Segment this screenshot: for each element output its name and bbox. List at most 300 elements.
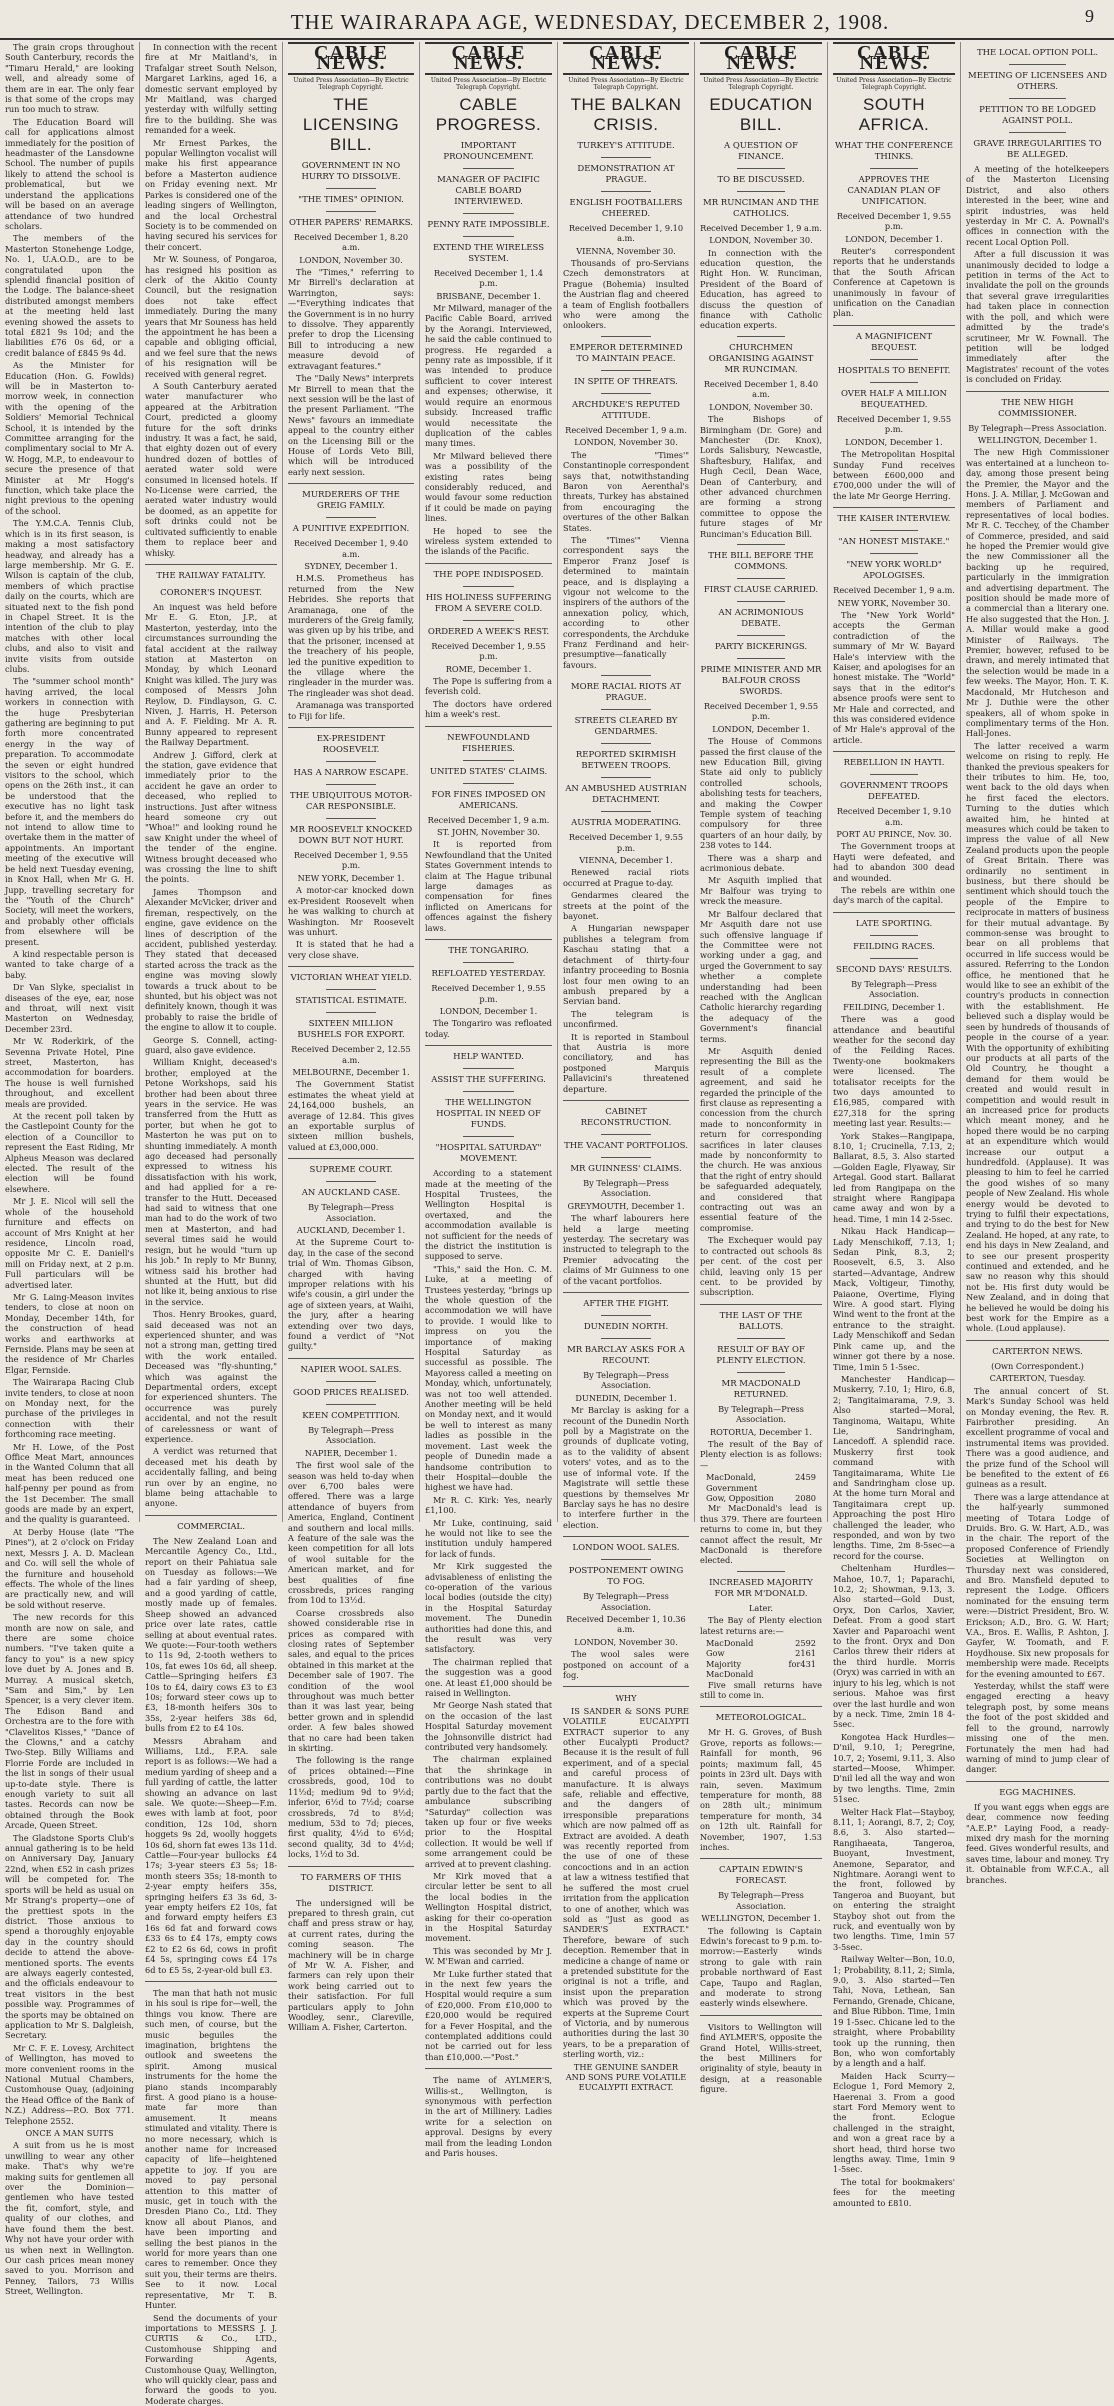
divider [463,1091,514,1092]
paragraph: Mr Luke further stated that in the next few years the Hospital would require a sum of £20,000. From £10,000 to £20,000 would be required for a Fever Hospital, and the contemplated additions could not be carried out for less than £10,000.—"Post." [425,1969,552,2063]
subheading: NAPIER WOOL SALES. [288,1365,414,1376]
divider [870,958,919,959]
subheading: METEOROLOGICAL. [700,1713,822,1724]
cable-news-banner: CABLE NEWS. [425,42,552,75]
subheading: MORE RACIAL RIOTS AT PRAGUE. [563,682,689,704]
subheading: CHURCHMEN ORGANISING AGAINST MR RUNCIMAN. [700,343,822,376]
subheading: VICTORIAN WHEAT YIELD. [288,973,414,984]
subheading: TO BE DISCUSSED. [700,175,822,186]
divider [601,709,651,710]
paragraph: At the Supreme Court to-day, in the case of the second trial of Wm. Thomas Gibson, charged with having improper relations with his wife's cousin, a girl under the age of sixteen years, at Waihi, the jury, after a hearing extending over two days, found a verdict of "Not guilty." [288,1237,414,1351]
paragraph: An inquest was held before Mr E. G. Eton, J.P., at Masterton, yesterday, into the circumstances surrounding the fatal accident at the railway station at Masterton on Monday, by which Leonard Knight was killed. The jury was composed of Messrs John Reylow, D. Findlayson, G. C. Niven, J. Harris, H. Peterson and A. F. Fielding. Mr A. R. Bunny appeared to represent the Railway Department. [145,602,277,748]
dateline: CARTERTON, Tuesday. [966,1373,1109,1383]
subheading: IMPORTANT PRONOUNCEMENT. [425,141,552,163]
divider [966,1340,1109,1341]
paragraph: Mr George Nash stated that on the occasion of the last Hospital Saturday movement the Johnsonville district had contributed very handsomely. [425,1700,552,1752]
divider [601,393,651,394]
paragraph: H.M.S. Prometheus has returned from the New Hebrides. She reports that Aramanaga, one of the murderers of the Greig family, was given up by his tribe, and that the prisoner, incensed at the treachery of his people, led the punitive expedition to the village where the ringleader in the murder was. The ringleader was shot dead. [288,573,414,698]
dateline: NEW YORK, November 30. [833,598,955,608]
divider [425,939,552,940]
cable-news-banner: CABLE NEWS. [288,42,414,75]
divider [601,191,651,192]
divider [833,912,955,913]
paragraph: A motor-car knocked down ex-President Roosevelt when he was walking to church at Washington. Mr Roosevelt was unhurt. [288,885,414,937]
subheading: AN AMBUSHED AUSTRIAN DETACHMENT. [563,784,689,806]
dateline: Received December 1, 9.55 p.m. [700,701,822,722]
divider [700,1304,822,1305]
subheading: "THE TIMES" OPINION. [288,195,414,206]
dateline: LONDON, December 1. [700,724,822,734]
subheading: THE WELLINGTON HOSPITAL IN NEED OF FUNDS. [425,1098,552,1131]
paragraph: Mr R. C. Kirk: Yes, nearly £1,100. [425,1495,552,1516]
subheading: MR RUNCIMAN AND THE CATHOLICS. [700,198,822,220]
paragraph: It is reported in Stamboul that Austria is more conciliatory, and has postponed Marquis Pallavicini's threatened departure. [563,1032,689,1094]
dateline: By Telegraph—Press Association. [563,1370,689,1391]
subheading: THE BILL BEFORE THE COMMONS. [700,551,822,573]
dateline: LONDON, December 1. [425,1006,552,1016]
paragraph: The Education Board will call for applications almost immediately for the position of headmaster of the Lansdowne School. The number of pupils likely to attend the school is problematical, but we understand the applications will be based on an average attendance of two hundred scholars. [5,117,134,231]
divider [737,635,786,636]
paragraph: IS SANDER & SONS PURE VOLATILE EUCALYPTI EXTRACT superior to any other Eucalypti Product? Because it is the result of full experiment, and of a special and careful process of manufacture. It is always safe, reliable and effective, and the dangers of irresponsible preparations which are now palmed off as Extract are avoided. A death was recently reported from the use of one of these concoctions and in an action at law a witness testified that he suffered the most cruel irritation from the application to one of another, which was sold as "Just as good as SANDER'S EXTRACT." Therefore, beware of such deception. Remember that in medicine a change of name or a pretended substitute for the original is not a trifle, and insist upon the preparation which was proved by the experts at the Supreme Court of Victoria, and by numerous authorities during the last 30 years, to be a preparation of sterling worth, viz.: [563,1706,689,2060]
divider [563,1536,689,1537]
divider [737,1338,786,1339]
paragraph: The new records for this month are now on sale, and there are some choice numbers. "I've taken quite a fancy to you" is a new spicy love duet by A. Jones and B. Murray. A musical sketch, "Sam and Sim," by Len Spencer, is a very clever item. The Edison Band and Orchestra are to the fore with "Clavelitos Kisses," "Dance of the Clowns," and a catchy Two-Step. Billy Williams and Florrie Forde are included in the list in songs of their usual up-to-date style. There is enough variety to suit all tastes. Records can now be obtained through the Book Arcade, Queen Street. [5,1612,134,1831]
paragraph: This was seconded by Mr J. W. M'Ewan and carried. [425,1946,552,1967]
divider [288,966,414,967]
divider [288,483,414,484]
subheading: MR GUINNESS' CLAIMS. [563,1164,689,1175]
paragraph: The grain crops throughout South Canterbury, records the "Timaru Herald," are looking well, and already some of them are in ear. The only fear is that some of the crops may run too much to straw. [5,42,134,115]
dateline: SYDNEY, December 1. [288,561,414,571]
paragraph: At Derby House (late "The Pines"), at 2 o'clock on Friday next, Messrs J. A. D. Maclean and Co. will sell the whole of the furniture and household effects. The whole of the lines are practically new, and will be sold without reserve. [5,1527,134,1610]
result-label: Gow, Opposition [706,1493,774,1503]
paragraph: Thousands of pro-Servians Czech demonstrators at Prague (Bohemia) insulted the Austrian flag and cheered a team of English footballers who were among the onlookers. [563,258,689,331]
subheading: WHAT THE CONFERENCE THINKS. [833,141,955,163]
paragraph: The "Times'" Constantinople correspondent says that, notwithstanding Baron von Aerenthal's threats, Turkey has abstained from encouraging the overtures of the other Balkan States. [563,450,689,533]
dateline: LONDON, November 30. [563,437,689,447]
divider [326,517,376,518]
subheading: GOVERNMENT TROOPS DEFEATED. [833,781,955,803]
section-headline: THE LICENSING BILL. [288,95,414,155]
divider [700,2015,822,2016]
paragraph: Mr Milward believed there was a possibility of the existing rates being considerably reduced, and would favour some reduction if it could be made on paying lines. [425,451,552,524]
subheading: THE LOCAL OPTION POLL. [966,48,1109,59]
column-3 [283,42,420,1522]
paragraph: The new High Commissioner was entertained at a luncheon to-day, among those present being the Premier, the Mayor and the Hons. J. A. Millar, J. McGowan and members of Parliament and representatives of local bodies. Mr R. C. Tecchey, of the Chamber of Commerce, presided, and said he hoped the Premier would give the new Commissioner all the backing up he required, particularly in the immigration and advertising department. The position should be made more of a commercial than a literary one. He also suggested that the Hon. J. A. Millar would make a good Minister of Railways. The Premier, however, refused to be drawn, and merely intimated that the selection would be made in a few weeks. The Mayor, Hon. T. K. Macdonald, Mr Hutcheson and Mr J. Duthie were the other speakers, all of whom spoke in complimentary terms of the Hon. Hall-Jones. [966,447,1109,738]
paragraph: A verdict was returned that deceased met his death by accidentally falling, and being run over by an engine, no blame being attachable to anyone. [145,1446,277,1508]
paragraph: York Stakes—Rangipapa, 8.10, 1; Crucinella, 7.13, 2; Ballarat, 8.5, 3. Also started—Golden Eagle, Flyaway, Sir Artegal. Good start. Ballarat led from Rangipapa on the straight where Rangipapa came away and won by a head. Time, 1 min 14 2-5sec. [833,1131,955,1225]
copyright-note: United Press Association—By Electric Telegraph Copyright. [425,77,552,91]
divider [601,743,651,744]
subheading: PENNY RATE IMPOSSIBLE. [425,220,552,231]
paragraph: The Exchequer would pay to contracted out schools 8s per cent. of the cost per child, leaving only 15 per cent. to be provided by subscription. [700,1235,822,1297]
paragraph: Railway Welter—Bon, 10.0, 1; Probability, 8.11, 2; Simla, 9.0, 3. Also started—Ten Tahi, Nova, Lethean, San Fernando, Grenade, Chicane, and Blue Ribbon. Time, 1min 19 1-5sec. Chicane led to the straight, where Probability took up the running, then Bon, who won comfortably by a length and a half. [833,1954,955,2068]
divider [700,1858,822,1859]
subheading: A QUESTION OF FINANCE. [700,141,822,163]
divider [326,784,376,785]
subheading: EX-PRESIDENT ROOSEVELT. [288,734,414,756]
subheading: EMPEROR DETERMINED TO MAINTAIN PEACE. [563,343,689,365]
column-2 [140,42,283,1522]
paragraph: It is reported from Newfoundland that the United States Government intends to claim at The Hague tribunal large damages as compensation for fines inflicted on Americans for offences against the fishery laws. [425,839,552,933]
divider [833,507,955,508]
paragraph: The "Times," referring to Mr Birrell's declaration at Warrington, says:—"Everything indicates that the Government is in no hurry to dissolve. They apparently prefer to drop the Licensing Bill to introducing a new measure devoid of extravagant features." [288,267,414,371]
divider [326,188,376,189]
paragraph: The rebels are within one day's march of the capital. [833,885,955,906]
divider [601,1559,651,1560]
page-number: 9 [1085,6,1094,27]
paragraph: A South Canterbury aerated water manufacturer who appeared at the Arbitration Court, predicted a gloomy future for the soft drinks industry. It was a fact, he said, that eighty dozen out of every hundred dozen of bottles of aerated water sold were consumed in licensed hotels. If No-License were carried, the aerated water industry would be doomed, as an appetite for soft drinks could not be cultivated sufficiently to enable them to replace beer and whisky. [145,381,277,558]
copyright-note: United Press Association—By Electric Telegraph Copyright. [288,77,414,91]
divider [737,168,786,169]
dateline: WELLINGTON, December 1. [700,1913,822,1923]
paragraph: A meeting of the hotelkeepers of the Masterton Licensing District, and also others interested in the beer, wine and spirit industries, was held yesterday in Mr C. A. Pownall's offices in connection with the recent Local Option Poll. [966,164,1109,247]
subheading: PETITION TO BE LODGED AGAINST POLL. [966,105,1109,127]
divider [870,168,919,169]
dateline: Received December 1, 9.40 a.m. [288,538,414,559]
paragraph: In connection with the education question, the Right Hon. W. Runciman, President of the Board of Education, has agreed to discuss the question of finance with Catholic education experts. [700,248,822,331]
subheading: NEWFOUNDLAND FISHERIES. [425,733,552,755]
divider [563,1100,689,1101]
paragraph: The Metropolitan Hospital Sunday Fund receives between £600,000 and £700,000 under the will of the late Mr George Herring. [833,449,955,501]
column-6 [695,42,828,1522]
paragraph: The wharf labourers here held a large meeting yesterday. The secretary was instructed to telegraph to the Premier advocating the claims of Mr Guinness to one of the vacant portfolios. [563,1213,689,1286]
divider [737,601,786,602]
divider [425,726,552,727]
copyright-note: United Press Association—By Electric Telegraph Copyright. [700,77,822,91]
paragraph: The Government troops at Hayti were defeated, and had to abandon 300 dead and wounded. [833,841,955,883]
paragraph: It is stated that he had a very close shave. [288,939,414,960]
divider [463,236,514,237]
paragraph: Mr H. Lowe, of the Post Office Meat Mart, announces in the Wanted Column that all meat has been reduced one half-penny per pound as from the 1st December. The small goods are made by an expert, and the quality is guaranteed. [5,1442,134,1525]
paragraph: Mr W. Roderkirk, of the Sevenna Private Hotel, Pine street, Masterton, has accommodation for boarders. The house is well furnished throughout, and excellent meals are provided. [5,1036,134,1109]
dateline: ST. JOHN, November 30. [425,827,552,837]
dateline: ROME, December 1. [425,664,552,674]
paragraph: Renewed racial riots occurred at Prague to-day. [563,867,689,888]
divider [601,157,651,158]
divider [326,761,376,762]
paragraph: James Thompson and Alexander McVicker, driver and fireman, respectively, on the engine, gave evidence on the lines of description of the accident, published yesterday. They stated that deceased started across the track as the engine was moving slowly towards a truck about to be shunted, but his object was not definitely known, though it was probably to raise the bridle of the engine to allow it to couple. [145,887,277,1033]
dateline: Received December 2, 12.55 a.m. [288,1044,414,1065]
paragraph: The "Daily News" interprets Mr Birrell to mean that the next session will be the last of the present Parliament. "The News" favours an immediate appeal to the country either on the Licensing Bill or the House of Lords Veto Bill, which will be introduced early next session. [288,373,414,477]
paragraph: Thos. Henry Brookes, guard, said deceased was not an experienced shunter, and was not a strong man, getting tired with the work entailed. Deceased was "fly-shunting," which was against the Departmental orders, except for experienced shunters. The occurrence was purely accidental, and not the result of carelessness or want of experience. [145,1309,277,1444]
divider [326,1181,376,1182]
subheading: THE RAILWAY FATALITY. [145,571,277,582]
paragraph: The name of AYLMER'S, Willis-st., Wellington, is synonymous with perfection in the art of Millinery. Ladies write for a selection on approval. Designs by every mail from the leading London and Paris houses. [425,2075,552,2158]
subheading: REBELLION IN HAYTI. [833,758,955,769]
divider [563,1292,689,1293]
dateline: By Telegraph—Press Association. [700,1890,822,1911]
divider [737,191,786,192]
dateline: PORT AU PRINCE, Nov. 30. [833,829,955,839]
paragraph: The Wairarapa Racing Club invite tenders, to close at noon on Monday next, for the purchase of the privileges in connection with their forthcoming race meeting. [5,1377,134,1439]
divider [737,544,786,545]
divider [326,818,376,819]
divider [425,563,552,564]
subheading: FOR FINES IMPOSED ON AMERICANS. [425,790,552,812]
divider [601,1157,651,1158]
divider [700,1706,822,1707]
divider [601,1315,651,1316]
paragraph: Manchester Handicap—Muskerry, 7.10, 1; Hiro, 6.8, 2; Tangitaimarama, 7.9, 3. Also started—Moral, Tanginoma, Waitapu, White Lie, Sandringham, Lancedoff. A splendid race. Muskerry first took command with Tangitaimarama, White Lie and Sandringham close up. At the home turn Moral and Tangitaimara crept up. Approaching the post Hiro challenged the leader, who responded, and won by two lengths. Time, 2m 8-5sec—a record for the course. [833,1374,955,1561]
divider [737,578,786,579]
paragraph: The "summer school month" having arrived, the local workers in connection with the huge Presbyterian gathering are beginning to put forth more concentrated energy in the way of preparation. To accommodate the seven or eight hundred visitors to the school, which opens on the 26th inst., it can be understood that the executive has no light task before it, and the members do not intend to allow time to overtake them in the matter of appointments. An important meeting of the executive will be held next Tuesday evening, in Knox Hall, when Mr G. H. Jupp, travelling secretary for the "Youth of the Church" Society, will meet the workers, and probably other officials from elsewhere will be present. [5,676,134,947]
divider [601,1338,651,1339]
dateline: Received December 1, 9.10 a.m. [563,223,689,244]
subheading: POSTPONEMENT OWING TO FOG. [563,1566,689,1588]
subheading: CORONER'S INQUEST. [145,588,277,599]
subheading: MANAGER OF PACIFIC CABLE BOARD INTERVIEWED. [425,175,552,208]
paragraph: There was a large attendance at the half-yearly summoned meeting of Totara Lodge of Druids. Bro. G. W. Hart, A.D., was in the chair. The report of the proposed Conference of Friendly Societies at Wellington on Thursday next was considered, and Bro. Mansfield deputed to represent the Lodge. Officers nominated for the ensuing term were:—District President, Bro. W. Erickson; A.D., Bro. G. W. Hart; V.A., Bros. E. Wallis, P. Ashton, J. Gayfer, W. Toomath, and F. Hoydhouse. Six new proposals for membership were made. Receipts for the evening amounted to £67. [966,1492,1109,1679]
divider [326,211,376,212]
dateline: VIENNA, November 30. [563,246,689,256]
copyright-note: United Press Association—By Electric Telegraph Copyright. [833,77,955,91]
divider [288,1358,414,1359]
paragraph: Mr Balfour declared that Mr Asquith dare not use such offensive language if the Committee were not working under a gag, and urged the Government to say whether a complete understanding had been reached with the Anglican Catholic hierarchy regarding the adequacy of the Government's financial terms. [700,909,822,1044]
paragraph: Send the documents of your importations to MESSRS J. J. CURTIS & Co., LTD., Customhouse Shipping and Forwarding Agents, Customhouse Quay, Wellington, who will quickly clear, pass and forward the goods to you. Moderate charges. [145,2313,277,2406]
divider [601,336,651,337]
paragraph: Maiden Hack Scurry—Eclogue 1, Ford Memory 2, Haerenai 3. From a good start Ford Memory went to the front. Eclogue challenged in the straight, and won a great race by a short head, third horse two lengths away. Time, 1min 9 1-5sec. [833,2071,955,2175]
subheading: "HOSPITAL SATURDAY" MOVEMENT. [425,1143,552,1165]
paragraph: Mr J. E. Nicol will sell the whole of the household furniture and effects on account of Mrs Knight at her residence, Lincoln road, opposite Mr C. E. Daniell's mill on Friday next, at 2 p.m. Full particulars will be advertised later. [5,1196,134,1290]
divider [288,1866,414,1867]
paragraph: Mr H. G. Groves, of Bush Grove, reports as follows:—Rainfall for month, 96 points; maximum fall, 45 points in 23rd ult. Days with rain, seven. Maximum temperature for month, 88 on 28th ult.; minimum temperature for month, 34 on 12th ult. Rainfall for November, 1907, 1.53 inches. [700,1727,822,1852]
column-4 [420,42,558,1522]
divider [463,620,514,621]
paragraph: As the Minister for Education (Hon. G. Fowlds) will be in Masterton to-morrow week, in connection with the opening of the Soldiers' Memorial Technical School, it is intended by the Committee arranging for the complimentary social to Mr A. W. Hogg, M.P., to endeavour to secure the presence of that Minister at Mr Hogg's function, which take place the night previous to the opening of the school. [5,360,134,516]
divider [463,1136,514,1137]
subheading: HAS A NARROW ESCAPE. [288,768,414,779]
result-label: MacDonald, Government [706,1472,795,1493]
dateline: WELLINGTON, December 1. [966,435,1109,445]
dateline: DUNEDIN, December 1. [563,1393,689,1403]
paragraph: A suit from us he is most unwilling to wear any other make. That's why we're making suits for gentlemen all over the Dominion—gentlemen who have tested the fit, comfort, style, and quality of our clothes, and have found them the best. Why not have your order with us when next in Wellington. Our cash prices mean money saved to you. Morrison and Penney, Tailors, 73 Willis Street, Wellington. [5,2140,134,2296]
subheading: MURDERERS OF THE GREIG FAMILY. [288,490,414,512]
paragraph: Mr W. Souness, of Pongaroa, has resigned his position as clerk of the Akitio County Council, but the resignation does not take effect immediately. During the many years that Mr Souness has held the appointment he has been a capable and obliging official, and we feel sure that the news of his resignation will be received with general regret. [145,254,277,379]
paragraph: Messrs Abraham and Williams, Ltd., F.P.A. sale report is as follows:—We had a medium yarding of sheep and a full yarding of cattle, the latter showing an advance on last sale. We quote:—Sheep—F.m. ewes with lamb at foot, poor condition, 12s 10d, shorn hoggets 9s 2d, woolly hoggets 10s 6d, shorn fat ewes 13s 11d. Cattle—Four-year bullocks £4 17s; 3-year steers £3 5s; 18-month steers 35s; 18-month to 2-year empty heifers 35s, springing heifers £3 3s 6d, 3-year empty heifers £2 10s, fat and forward empty heifers £3 16s 6d fat and forward cows £33 6s to £4 17s, empty cows £2 to £2 6s 6d, cows in profit £4 5s, springing cows £4 17s 6d to £5 5s, 2-year-old bull £3. [145,1736,277,1975]
paragraph: The annual concert of St. Mark's Sunday School was held on Monday evening, the Rev. R. Fairbrother presiding. An excellent programme of vocal and instrumental items was provided. There was a good audience, and the prize fund of the School will be benefited to the extent of £6 guineas as a result. [966,1386,1109,1490]
subheading: APPROVES THE CANADIAN PLAN OF UNIFICATION. [833,175,955,208]
dateline: AUCKLAND, December 1. [288,1225,414,1235]
dateline: Received December 1, 8.20 a.m. [288,232,414,253]
subheading: FEILDING RACES. [833,942,955,953]
paragraph: The total for bookmakers' fees for the meeting amounted to £810. [833,2177,955,2208]
divider [601,811,651,812]
divider [463,962,514,963]
dateline: LONDON, December 1. [833,234,955,244]
dateline: LONDON, November 30. [700,402,822,412]
paragraph: The following is the range of prices obtained:—Fine crossbreds, good, 10d to 11½d; medium 9d to 9½d; inferior, 6½d to 7½d; coarse crossbreds, 7d to 8½d; medium, 53d to 7d; pieces, first quality, 4½d to 6½d; second quality, 3d to 4½d; locks, 1½d to 3d. [288,1755,414,1859]
subheading: AN AUCKLAND CASE. [288,1188,414,1199]
paragraph: A kind respectable person is wanted to take charge of a baby. [5,949,134,980]
dateline: Received December 1, 9.55 p.m. [425,641,552,662]
paragraph: Nikau Hack Handicap—Lady Menschikoff, 7.13, 1; Sedan Pink, 8.3, 2; Roosevelt, 6.5, 3. Also started—Advantage, Andrew Mack, Voltigeur, Timothy, Paiaone, Overtime, Flying Wire. A good start. Flying Wind went to the front at the entrance to the straight. Lady Menschikoff and Sedan Pink came up, and the winner got there by a nose. Time, 1min 5 1-5sec. [833,1226,955,1372]
section-headline: SOUTH AFRICA. [833,95,955,135]
paragraph: Andrew J. Gifford, clerk at the station, gave evidence that immediately prior to the accident he gave an order to deceased, who replied to instructions. Just after witness heard someone cry out "Whoa!" and looking round he saw Knight under the wheel of the tender of the engine. Witness brought deceased who was crossing the line to shift the points. [145,750,277,885]
paragraph: Mr Ernest Parkes, the popular Wellington vocalist will make his first appearance before a Masterton audience on Friday evening next. Mr Parkes is considered one of the leading singers of Wellington, and the local Orchestral Society is to be commended on having secured his services for their concert. [145,138,277,252]
subheading: DUNEDIN NORTH. [563,1322,689,1333]
subheading: OTHER PAPERS' REMARKS. [288,218,414,229]
divider [966,391,1109,392]
subheading: AFTER THE FIGHT. [563,1299,689,1310]
divider [833,751,955,752]
divider [288,727,414,728]
result-value: 431 [800,1659,816,1680]
subheading: IN SPITE OF THREATS. [563,377,689,388]
copyright-note: United Press Association—By Electric Telegraph Copyright. [563,77,689,91]
subheading: CARTERTON NEWS. [966,1347,1109,1358]
divider [737,1372,786,1373]
paragraph: Mr Kirk moved that a circular letter be sent to all the local bodies in the Wellington Hospital district, asking for their co-operation in the Hospital Saturday movement. [425,1871,552,1944]
subheading: GOVERNMENT IN NO HURRY TO DISSOLVE. [288,161,414,183]
subheading: HIS HOLINESS SUFFERING FROM A SEVERE COLD. [425,593,552,615]
paragraph: Cheltenham Hurdles—Mahoe, 10.7, 1; Paparachi, 10.2, 2; Showman, 9.13, 3. Also started—Gold Dust, Oryx, Don Carlos, Xavier, Defeat. From a good start Xavier and Paparoachi went to the front. Oryx and Don Carlos threw their riders at the third hurdle. Morris (Oryx) was carried in with an injury to his leg, which is not serious. Mahoe was first over the last hurdle and won by a neck. Time, 2min 18 4-5sec. [833,1563,955,1730]
cable-news-banner: CABLE NEWS. [700,42,822,75]
paragraph: Dr Van Slyke, specialist in diseases of the eye, ear, nose and throat, will next visit Masterton on Wednesday, December 23rd. [5,982,134,1034]
paragraph: The following is Captain Edwin's forecast to 9 p.m. to-morrow:—Easterly winds strong to gale with rain probable northward of East Cape, Taupo and Raglan, and moderate to strong easterly winds elsewhere. [700,1926,822,2009]
column-7 [828,42,961,1522]
divider [737,336,786,337]
paragraph: According to a statement made at the meeting of the Hospital Trustees, the Wellington Hospital is overtaxed, and the accommodation available is not sufficient for the needs of the district the institution is supposed to serve. [425,1168,552,1262]
subheading: CABINET RECONSTRUCTION. [563,1107,689,1129]
paragraph: The Government Statist estimates the wheat yield at 24,164,000 bushels, an average of 12.84. This gives an exportable surplus of sixteen million bushels, valued at £3,000,000. [288,1079,414,1152]
dateline: Received December 1, 9.55 p.m. [288,850,414,871]
subheading: THE UBIQUITOUS MOTOR-CAR RESPONSIBLE. [288,791,414,813]
result-row [700,1472,822,1493]
divider [737,1571,786,1572]
subheading: STREETS CLEARED BY GENDARMES. [563,716,689,738]
cable-news-banner: CABLE NEWS. [833,42,955,75]
divider [966,1781,1109,1782]
dateline: Received December 1, 9.55 p.m. [833,211,955,232]
divider [870,359,919,360]
paragraph: A Hungarian newspaper publishes a telegram from Kaschau stating that a detachment of thirty-four infantry proceeding to Bosnia lost four men owing to an ambush prepared by a Servian band. [563,923,689,1006]
paragraph: The Bishops of Birmingham (Dr. Gore) and Manchester (Dr. Knox), Lords Salisbury, Newcastle, Shaftesbury, Halifax, and Hugh Cecil, Dean Wace, Dean of Canterbury, and other advanced churchmen are forming a strong committee to oppose the future stages of Mr Runciman's Education Bill. [700,414,822,539]
paragraph: Mr Asquith implied that Mr Balfour was trying to wreck the measure. [700,875,822,906]
subheading: "NEW YORK WORLD" APOLOGISES. [833,560,955,582]
result-value: 2080 [795,1493,816,1503]
paragraph: The Gladstone Sports Club's annual gathering is to be held on Anniversary Day, January 22nd, when £52 in cash prizes will be competed for. The sports will be held as usual on Mr Strang's property—one of the prettiest spots in the district. Those anxious to spend a thoroughly enjoyable day in the country should decide to attend the above-mentioned sports. The events are always eagerly contested, and the officials endeavour to treat visitors in the best possible way. Programmes of the sports may be obtained on application to Mr S. Dalgleish, Secretary. [5,1833,134,2041]
dateline: Received December 1, 1.4 p.m. [425,268,552,289]
divider [870,382,919,383]
paragraph: Visitors to Wellington will find AYLMER'S, opposite the Grand Hotel, Willis-street, the best Milliners for originality of style, beauty in design, at a reasonable figure. [700,2022,822,2095]
section-headline: EDUCATION BILL. [700,95,822,135]
dateline: Received December 1, 9.55 p.m. [563,832,689,853]
subheading: THE VACANT PORTFOLIOS. [563,1141,689,1152]
paragraph: The undersigned will be prepared to thresh grain, cut chaff and press straw or hay, at current rates, during the coming season. The machinery will be in charge of Mr W. A. Fisher, and farmers can rely upon their work being carried out to their satisfaction. For full particulars apply to John Woodley, senr., Clareville, William A. Fisher, Carterton. [288,1898,414,2033]
subheading: DEMONSTRATION AT PRAGUE. [563,164,689,186]
subheading: ORDERED A WEEK'S REST. [425,627,552,638]
divider [870,530,919,531]
paragraph: The Tongariro was refloated today. [425,1018,552,1039]
result-label: Majority for MacDonald [706,1659,800,1680]
dateline: Received December 1, 9 a.m. [563,425,689,435]
paragraph: There was a sharp and acrimonious debate. [700,853,822,874]
dateline: GREYMOUTH, December 1. [563,1201,689,1211]
subheading: UNITED STATES' CLAIMS. [425,767,552,778]
divider [425,2068,552,2069]
paragraph: Mr Asquith denied representing the Bill as the result of a complete agreement, and said he regarded the principle of the first clause as representing a concession from the church made to nonconformity in return for corresponding sacrifices in later clauses made by nonconformity to the church. He was anxious that the right of entry should be safeguarded adequately, and considered that contracting out was an essential feature of the compromise. [700,1046,822,1233]
dateline: MELBOURNE, December 1. [288,1067,414,1077]
subheading: RESULT OF BAY OF PLENTY ELECTION. [700,1345,822,1367]
divider [326,1012,376,1013]
subheading: SIXTEEN MILLION BUSHELS FOR EXPORT. [288,1019,414,1041]
dateline: BRISBANE, December 1. [425,291,552,301]
dateline: By Telegraph—Press Association. [700,1404,822,1425]
divider [326,1381,376,1382]
subheading: LONDON WOOL SALES. [563,1543,689,1554]
divider [425,1045,552,1046]
paragraph: Mr Kirk suggested the advisableness of enlisting the co-operation of the various local bodies (outside the city) in the Hospital Saturday movement. The Dunedin authorities had done this, and the result was very satisfactory. [425,1561,552,1655]
subheading: MR ROOSEVELT KNOCKED DOWN BUT NOT HURT. [288,825,414,847]
subheading: ENGLISH FOOTBALLERS CHEERED. [563,198,689,220]
subheading: PRIME MINISTER AND MR BALFOUR CROSS SWORDS. [700,665,822,698]
paragraph: The Y.M.C.A. Tennis Club, which is in its first season, is making a most satisfactory headway, and already has a large membership. Mr G. E. Wilson is captain of the club, members of which practise daily on the courts, which are situated next to the fish pond in Chapel Street. It is the intention of the club to play matches with other local clubs, and also to visit and invite visits from outside clubs. [5,518,134,674]
paragraph: Gendarmes cleared the streets at the point of the bayonet. [563,890,689,921]
dateline: Received December 1, 9.10 a.m. [833,806,955,827]
subheading: AN ACRIMONIOUS DEBATE. [700,608,822,630]
subheading: EGG MACHINES. [966,1788,1109,1799]
result-value: 2459 [795,1472,816,1493]
paragraph: Mr G. Laing-Meason invites tenders, to close at noon on Monday, December 14th, for the construction of head works and earthworks at Fernside. Plans may be seen at the residence of Mr Charles Elgar, Fernside. [5,1292,134,1375]
divider [463,213,514,214]
section-headline: THE BALKAN CRISIS. [563,95,689,135]
divider [463,760,514,761]
paragraph: The Pope is suffering from a feverish cold. [425,676,552,697]
divider [145,1981,277,1982]
subheading: ASSIST THE SUFFERING. [425,1075,552,1086]
subheading: CAPTAIN EDWIN'S FORECAST. [700,1865,822,1887]
divider [326,989,376,990]
paragraph: The New Zealand Loan and Mercantile Agency Co., Ltd., report on their Pahiatua sale on Tuesday as follows:—We had a fair yarding of sheep, and a good yarding of cattle, mostly made up of females. Sheep showed an advanced price over late rates, cattle selling at about eventual rates. We quote:—Four-tooth wethers to 11s 9d, 2-tooth wethers to 10s, fat ewes 10s 6d, all sheep. Cattle—Springing heifers £3 10s to £4, dairy cows £3 to £3 10s; forward steer cows up to £3, 18-month heifers 30s to 35s, 2-year heifers 38s 6d, bulls from £2 to £4 10s. [145,1536,277,1734]
divider [563,1686,689,1687]
divider [326,1404,376,1405]
subheading: OVER HALF A MILLION BEQUEATHED. [833,389,955,411]
dateline: By Telegraph—Press Association. [966,423,1109,433]
paragraph: The first wool sale of the season was held to-day when over 6,700 bales were offered. There was a large attendance of buyers from America, England, Continent and southern and local mills. A feature of the sale was the keen competition for all lots of wool suitable for the American market, and for best qualities of fine crossbreds, prices ranging from 10d to 13½d. [288,1460,414,1606]
divider [1009,132,1066,133]
divider [737,658,786,659]
dateline: NAPIER, December 1. [288,1448,414,1458]
paragraph: The wool sales were postponed on account of a fog. [563,1649,689,1680]
subheading: MR MACDONALD RETURNED. [700,1379,822,1401]
paragraph: Five small returns have still to come in. [700,1680,822,1701]
subheading: THE TONGARIRO. [425,946,552,957]
result-label: MacDonald [706,1638,753,1648]
result-value: 2161 [795,1648,816,1658]
subheading: SECOND DAYS' RESULTS. [833,965,955,976]
paragraph: Welter Hack Flat—Stayboy, 8.11, 1; Aorangi, 8.7, 2; Coy, 8.6, 3. Also started—Rangihaeata, Tangeroa, Buoyant, Investment, Anemone, Separator, and Nightmare. Aorangi went to the front, followed by Tangeroa and Buoyant, but on entering the straight Stayboy shot out from the ruck, and eventually won by two lengths. Time, 1min 57 3-5sec. [833,1807,955,1953]
subheading: GRAVE IRREGULARITIES TO BE ALLEGED. [966,139,1109,161]
dateline: FEILDING, December 1. [833,1002,955,1012]
dateline: By Telegraph—Press Association. [288,1425,414,1446]
paragraph: Mr Luke, continuing, said he would not like to see the institution unduly hampered for lack of funds. [425,1518,552,1560]
subheading: TURKEY'S ATTITUDE. [563,141,689,152]
dateline: Received December 1, 9 a.m. [700,223,822,233]
divider [601,777,651,778]
paragraph: Kongotea Hack Hurdles—D'nil, 9.10, 1; Peregrine, 10.7, 2; Yosemi, 9.11, 3. Also started—Moose, Whimper. D'nil led all the way and won by two lengths. Time, 2min 51sec. [833,1732,955,1805]
dateline: By Telegraph—Press Association. [563,1591,689,1612]
result-row [700,1493,822,1503]
divider [601,675,651,676]
paragraph: Aramanaga was transported to Fiji for life. [288,700,414,721]
paragraph: After a full discussion it was unanimously decided to lodge a petition in terms of the Act to invalidate the poll on the grounds that several grave irregularities had taken place in connection with the poll, and which were admitted by the trade's scrutineer, Mr W. Fownall. The petition will be lodged immediately after the Magistrates' recount of the votes is concluded on Friday. [966,249,1109,384]
subheading: AUSTRIA MODERATING. [563,818,689,829]
divider [463,1068,514,1069]
subheading: "AN HONEST MISTAKE." [833,537,955,548]
dateline: Received December 1, 10.36 a.m. [563,1614,689,1635]
subheading: COMMERCIAL. [145,1522,277,1533]
